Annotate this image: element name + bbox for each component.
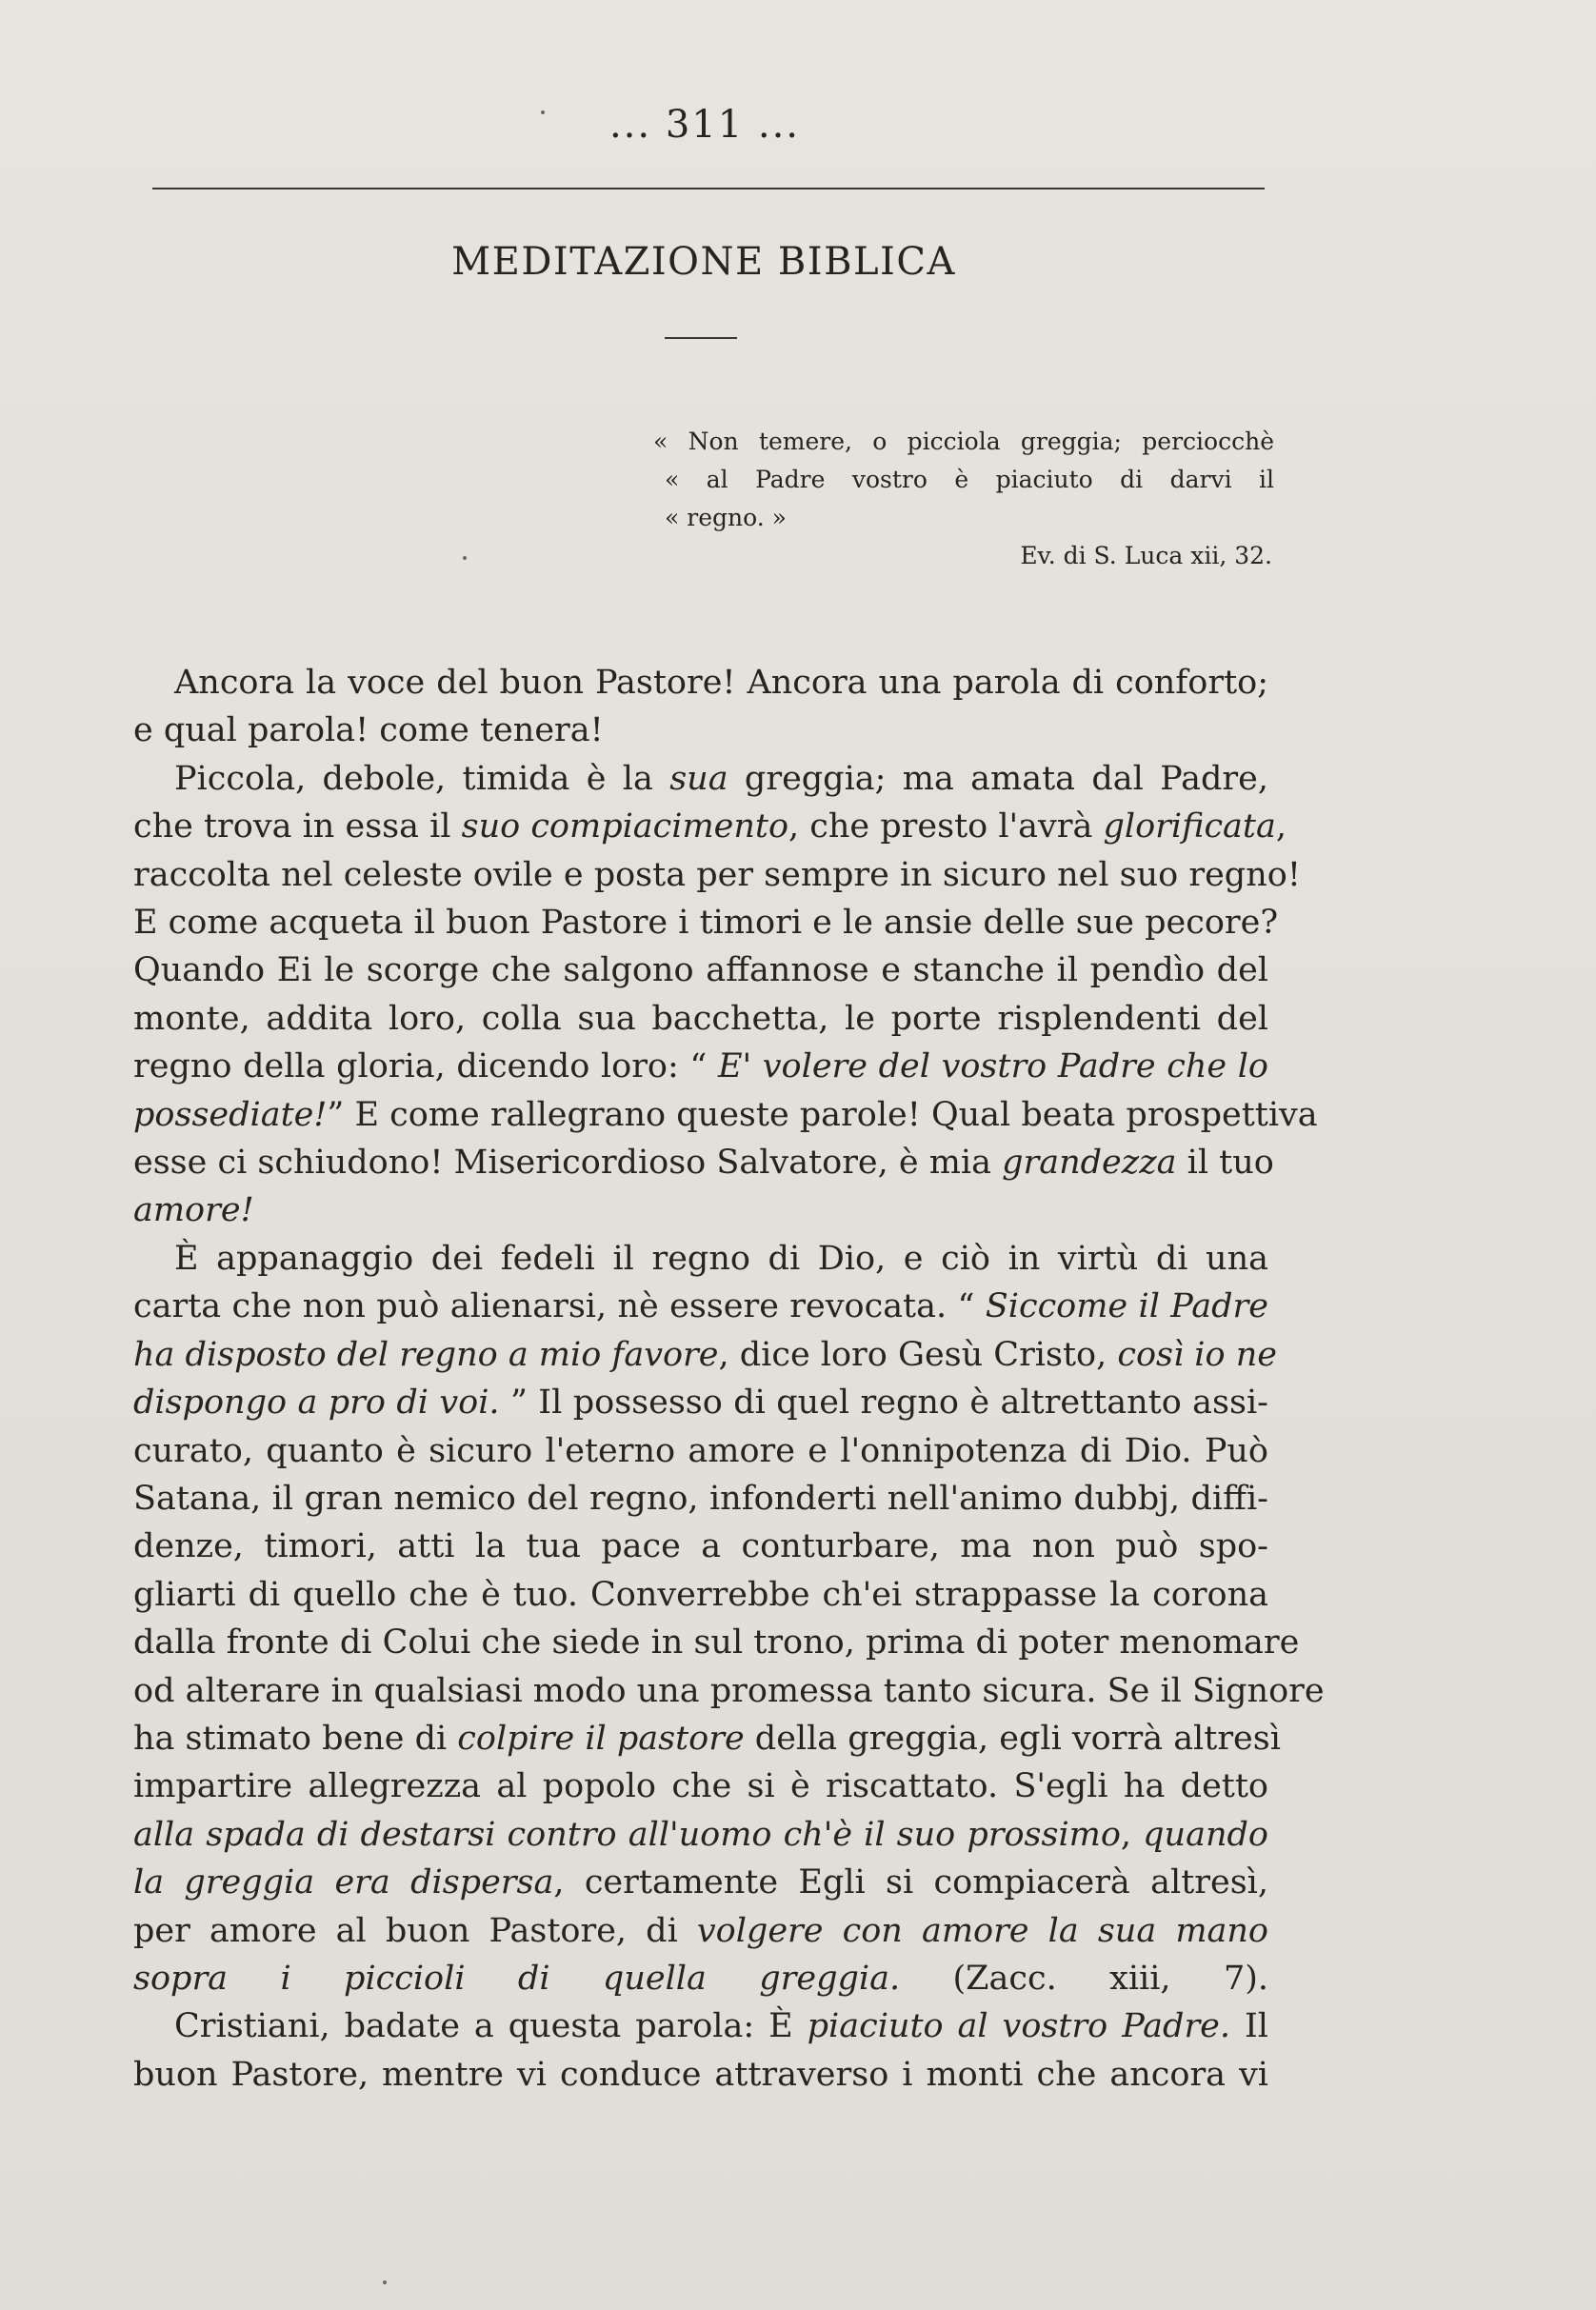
print-speck	[463, 556, 467, 560]
epigraph-line: « regno. »	[665, 504, 787, 531]
text-line: monte, addita loro, colla sua bacchetta, le porte risplendenti del	[133, 999, 1268, 1038]
title-rule	[665, 337, 737, 339]
print-speck	[383, 2280, 387, 2284]
chapter-title: MEDITAZIONE BIBLICA	[451, 240, 956, 284]
text-line: E come acqueta il buon Pastore i timori e le ansie delle sue pecore?	[133, 904, 1279, 943]
text-line: buon Pastore, mentre vi conduce attraverso i monti che ancora vi	[133, 2055, 1268, 2094]
body-text	[133, 659, 1325, 2099]
text-line: curato, quanto è sicuro l'eterno amore e l'onnipotenza di Dio. Può	[133, 1431, 1268, 1470]
text-line: che trova in essa il suo compiacimento, che presto l'avrà glorificata,	[133, 807, 1287, 846]
text-line: alla spada di destarsi contro all'uomo ch'è il suo prossimo, quando	[133, 1815, 1268, 1854]
text-line: per amore al buon Pastore, di volgere con amore la sua mano	[133, 1911, 1268, 1950]
text-line: possediate!” E come rallegrano queste parole! Qual beata prospettiva	[133, 1095, 1318, 1134]
text-line: ha disposto del regno a mio favore, dice loro Gesù Cristo, così io ne	[133, 1335, 1277, 1374]
text-line: la greggia era dispersa, certamente Egli si compiacerà altresì,	[133, 1863, 1268, 1902]
text-line: dalla fronte di Colui che siede in sul trono, prima di poter menomare	[133, 1623, 1300, 1663]
text-line: Piccola, debole, timida è la sua greggia; ma amata dal Padre,	[174, 759, 1268, 798]
text-line: esse ci schiudono! Misericordioso Salvatore, è mia grandezza il tuo	[133, 1144, 1274, 1183]
epigraph-citation: Ev. di S. Luca xii, 32.	[1020, 542, 1272, 569]
text-line: Ancora la voce del buon Pastore! Ancora una parola di conforto;	[174, 664, 1268, 702]
text-line: carta che non può alienarsi, nè essere revocata. “ Siccome il Padre	[133, 1287, 1268, 1326]
header-rule	[152, 188, 1265, 189]
page-number: ... 311 ...	[608, 103, 801, 147]
text-line: sopra i piccioli di quella greggia. (Zacc. xiii, 7).	[133, 1959, 1269, 1998]
text-line: ha stimato bene di colpire il pastore della greggia, egli vorrà altresì	[133, 1719, 1281, 1758]
text-line: Cristiani, badate a questa parola: È piaciuto al vostro Padre. Il	[174, 2007, 1268, 2046]
epigraph-line: « al Padre vostro è piaciuto di darvi il	[665, 466, 1274, 493]
text-line: raccolta nel celeste ovile e posta per sempre in sicuro nel suo regno!	[133, 855, 1301, 894]
text-line: gliarti di quello che è tuo. Converrebbe ch'ei strappasse la corona	[133, 1575, 1268, 1614]
text-line: od alterare in qualsiasi modo una promessa tanto sicura. Se il Signore	[133, 1671, 1325, 1710]
epigraph-line: « Non temere, o picciola greggia; perciocchè	[653, 428, 1274, 455]
epigraph	[653, 423, 1274, 575]
text-line: dispongo a pro di voi. ” Il possesso di quel regno è altrettanto assi-	[133, 1384, 1268, 1423]
text-line: amore!	[133, 1191, 254, 1230]
text-line: denze, timori, atti la tua pace a conturbare, ma non può spo-	[133, 1527, 1268, 1566]
text-line: Quando Ei le scorge che salgono affannose e stanche il pendìo del	[133, 951, 1268, 990]
text-line: impartire allegrezza al popolo che si è riscattato. S'egli ha detto	[133, 1767, 1268, 1806]
text-line: Satana, il gran nemico del regno, infonderti nell'animo dubbj, diffi-	[133, 1479, 1268, 1518]
print-speck	[541, 110, 545, 114]
text-line: È appanaggio dei fedeli il regno di Dio, e ciò in virtù di una	[174, 1239, 1268, 1278]
text-line: e qual parola! come tenera!	[133, 711, 604, 750]
text-line: regno della gloria, dicendo loro: “ E' volere del vostro Padre che lo	[133, 1047, 1268, 1086]
